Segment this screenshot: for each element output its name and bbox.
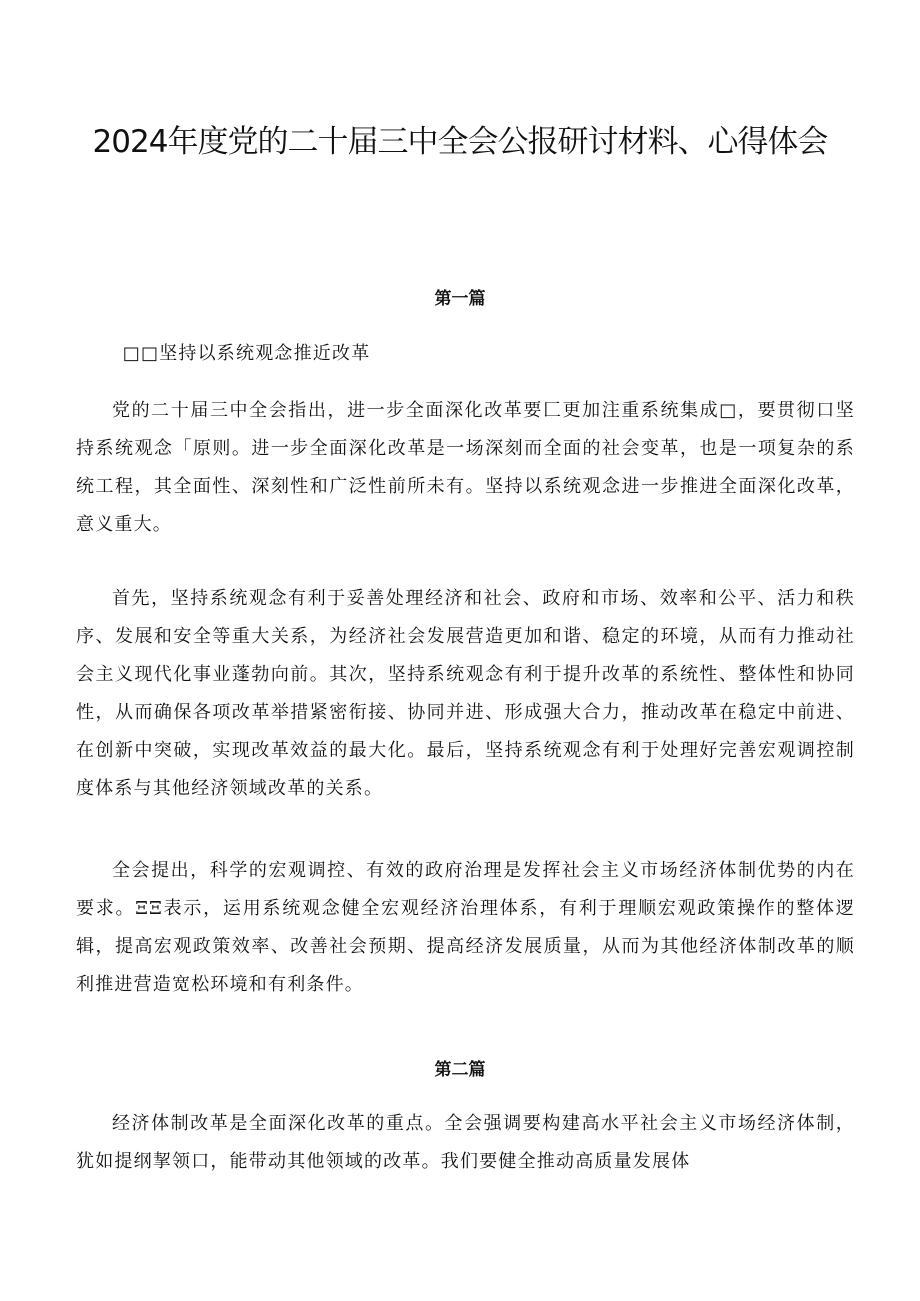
document-title: 2024年度党的二十届三中全会公报研讨材料、心得体会 [92, 124, 828, 160]
subheading-paragraph: □□坚持以系统观念推近改革 [122, 343, 371, 364]
paragraph-plenary-proposal: 全会提出，科学的宏观调控、有效的政府治理是发挥社会主义市场经济体制优势的内在要求。ΞΞ表示，运用系统观念健全宏观经济治理体系，有利于理顺宏观政策操作的整体逻辑，提高宏观政策效率、改善社会预期、提高经济发展质量，从而为其他经济体制改革的顺利推进营造宽松环境和有利条件。 [76, 860, 855, 995]
paragraph-intro: 党的二十届三中全会指出，进一步全面深化改革要匚更加注重系统集成□，要贯彻口坚持系统观念「原则。进一步全面深化改革是一场深刻而全面的社会变革，也是一项复杂的系统工程，其全面性、深刻性和广泛性前所未有。坚持以系统观念进一步推进全面深化改革，意义重大。 [76, 400, 855, 535]
section-heading-2: 第二篇 [434, 1060, 486, 1080]
paragraph-first-second-last: 首先，坚持系统观念有利于妥善处理经济和社会、政府和市场、效率和公平、活力和秩序、发展和安全等重大关系，为经济社会发展营造更加和谐、稳定的环境，从而有力推动社会主义现代化事业蓬勃向前。其次，坚持系统观念有利于提升改革的系统性、整体性和协同性，从而确保各项改革举措紧密衔接、协同并进、形成强大合力，推动改革在稳定中前进、在创新中突破，实现改革效益的最大化。最后，坚持系统观念有利于处理好完善宏观调控制度体系与其他经济领域改革的关系。 [76, 588, 855, 799]
section-heading-1: 第一篇 [434, 289, 486, 309]
paragraph-economic-reform: 经济体制改革是全面深化改革的重点。全会强调要构建高水平社会主义市场经济体制，犹如提纲挈领口，能带动其他领域的改革。我们要健全推动高质量发展体 [76, 1113, 855, 1172]
